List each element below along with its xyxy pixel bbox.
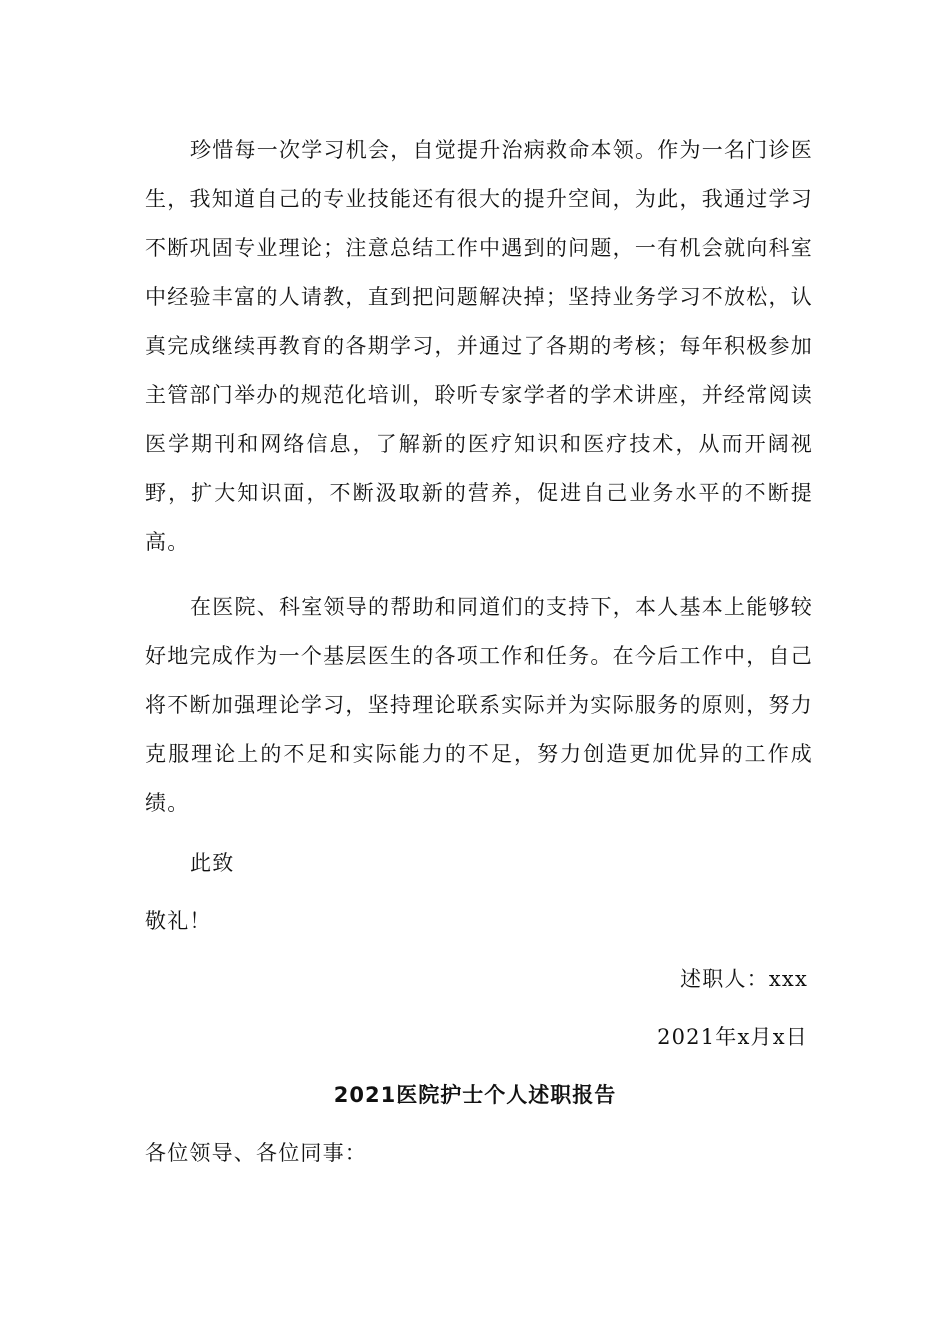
salutation: 各位领导、各位同事：	[145, 1141, 367, 1165]
body-paragraph-2: 在医院、科室领导的帮助和同道们的支持下，本人基本上能够较好地完成作为一个基层医生的各项工作和任务。在今后工作中，自己将不断加强理论学习，坚持理论联系实际并为实际服务的原则，努力克服理论上的不足和实际能力的不足，努力创造更加优异的工作成绩。	[145, 595, 813, 815]
signer-name: 述职人：xxx	[680, 967, 808, 991]
signature-date: 2021年x月x日	[657, 1025, 808, 1049]
body-paragraph-1: 珍惜每一次学习机会，自觉提升治病救命本领。作为一名门诊医生，我知道自己的专业技能还有很大的提升空间，为此，我通过学习不断巩固专业理论；注意总结工作中遇到的问题，一有机会就向科室中经验丰富的人请教，直到把问题解决掉；坚持业务学习不放松，认真完成继续再教育的各期学习，并通过了各期的考核；每年积极参加主管部门举办的规范化培训，聆听专家学者的学术讲座，并经常阅读医学期刊和网络信息，了解新的医疗知识和医疗技术，从而开阔视野，扩大知识面，不断汲取新的营养，促进自己业务水平的不断提高。	[145, 138, 813, 554]
section-title: 2021医院护士个人述职报告	[333, 1083, 617, 1107]
closing-salute: 敬礼！	[145, 909, 212, 933]
closing-greeting: 此致	[190, 851, 235, 875]
